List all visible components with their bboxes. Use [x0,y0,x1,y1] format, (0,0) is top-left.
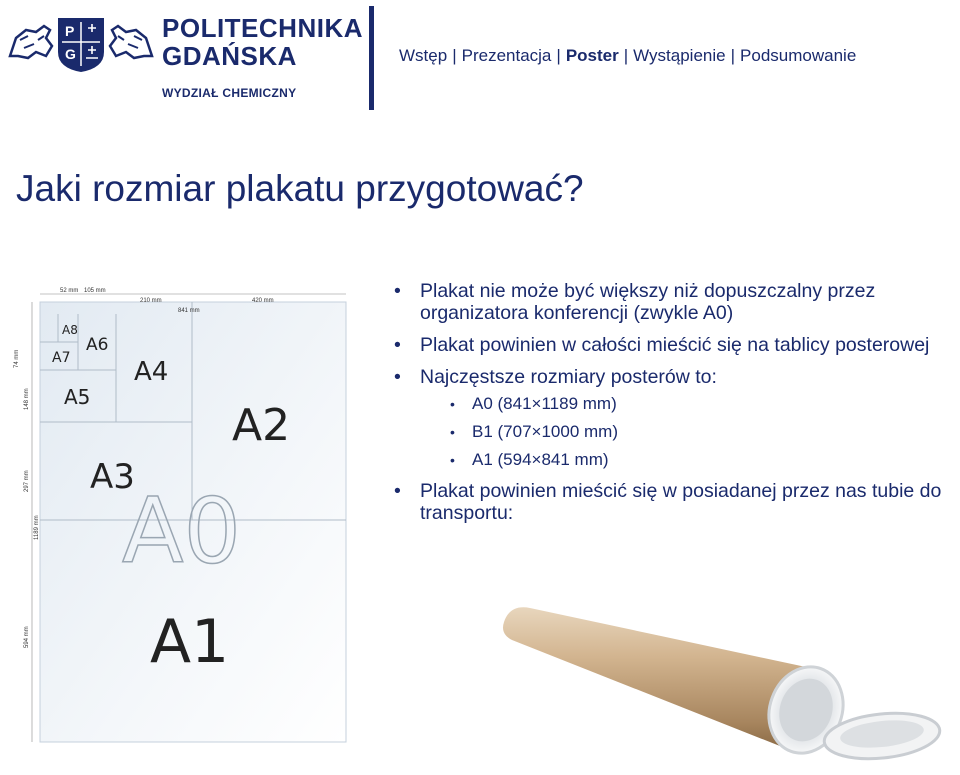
logo-text [162,14,363,70]
bullet-max-size: • Plakat nie może być większy niż dopuszczalny przez organizatora konferencji (zwykle A0) [392,280,957,324]
bullet-common-sizes [392,366,957,470]
label-a7: A7 [52,350,71,366]
label-a4: A4 [134,357,169,387]
dim-105mm: 105 mm [84,288,106,294]
logo-line1: POLITECHNIKA [162,13,363,43]
bullet-tube: • Plakat powinien mieścić się w posiadanej przez nas tubie do transportu: [392,480,957,524]
label-a2: A2 [232,400,291,451]
logo-subtitle: WYDZIAŁ CHEMICZNY [162,86,297,100]
dim-297mm: 297 mm [24,470,30,492]
dim-594mm: 594 mm [24,626,30,648]
nav-item-prezentacja[interactable]: Prezentacja [461,46,552,65]
paper-size-diagram [4,282,364,752]
nav-separator: | [452,46,457,65]
slide-title: Jaki rozmiar plakatu przygotować? [16,168,584,209]
crest-letter-p: P [65,23,75,39]
nav-item-wstep[interactable]: Wstęp [399,46,448,65]
dim-1189mm: 1189 mm [34,515,40,540]
size-b1: • B1 (707×1000 mm) [420,422,957,442]
dim-148mm: 148 mm [24,388,30,410]
section-nav [399,46,856,66]
label-a0: A0 [122,479,241,584]
crest-icon [6,12,156,74]
poster-tube-image [500,600,960,770]
size-list [420,394,957,470]
bullet-fit-board: • Plakat powinien w całości mieścić się na tablicy posterowej [392,334,957,356]
label-a5: A5 [64,385,91,409]
dim-841mm: 841 mm [178,308,200,314]
size-a1: • A1 (594×841 mm) [420,450,957,470]
bullet-common-sizes-text: Najczęstsze rozmiary posterów to: [420,366,717,388]
label-a3: A3 [90,457,135,497]
university-logo [6,6,386,106]
label-a1: A1 [150,607,230,677]
label-a6: A6 [86,335,109,355]
nav-separator: | [623,46,629,65]
nav-item-wystapienie[interactable]: Wystąpienie [633,46,726,65]
nav-item-poster[interactable]: Poster [565,46,619,65]
dim-74mm: 74 mm [14,349,20,368]
nav-separator: | [730,46,736,65]
dim-52mm: 52 mm [60,288,79,294]
bullet-list [392,280,957,534]
nav-separator: | [556,46,561,65]
header-divider [369,6,374,110]
dim-210mm: 210 mm [140,298,162,304]
size-a0: • A0 (841×1189 mm) [420,394,957,414]
dim-420mm: 420 mm [252,298,274,304]
label-a8: A8 [62,323,78,337]
logo-line2: GDAŃSKA [162,41,297,71]
crest-letter-g: G [65,46,76,62]
nav-item-podsumowanie[interactable]: Podsumowanie [740,46,857,65]
